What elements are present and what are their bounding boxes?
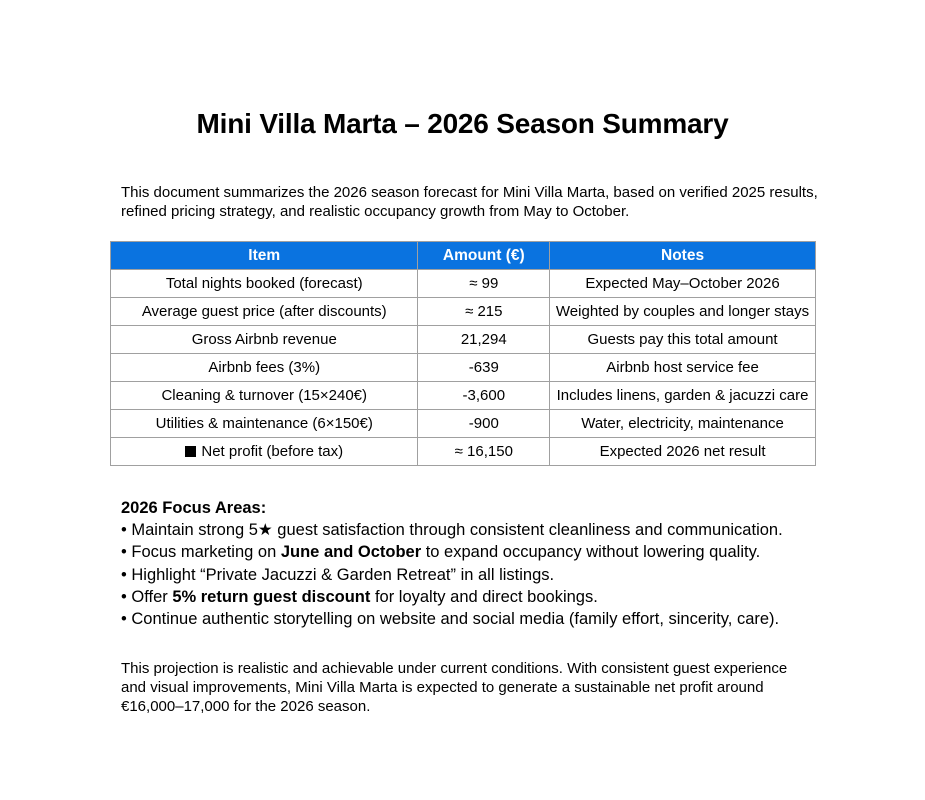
cell-amount: 21,294 (418, 326, 550, 354)
list-item: • Offer 5% return guest discount for loyalty and direct bookings. (121, 587, 598, 606)
cell-amount: -639 (418, 354, 550, 382)
page-title: Mini Villa Marta – 2026 Season Summary (196, 108, 729, 139)
header-amount: Amount (€) (418, 242, 550, 270)
table-row (111, 354, 816, 382)
net-profit-label: Net profit (before tax) (201, 443, 344, 460)
table-row (111, 270, 816, 298)
cell-item: Total nights booked (forecast) (111, 270, 418, 298)
season-summary-table (110, 241, 816, 466)
cell-notes: Expected May–October 2026 (550, 270, 816, 298)
table-row (111, 298, 816, 326)
focus-heading: 2026 Focus Areas: (121, 499, 267, 517)
cell-amount: ≈ 99 (418, 270, 550, 298)
cell-notes: Includes linens, garden & jacuzzi care (550, 382, 816, 410)
header-notes: Notes (550, 242, 816, 270)
table-row-net-profit (111, 438, 816, 466)
intro-paragraph: This document summarizes the 2026 season forecast for Mini Villa Marta, based on verified 2025 results, refined pricing strategy, and realistic occupancy growth from May to October. (121, 184, 818, 220)
cell-amount: -900 (418, 410, 550, 438)
black-square-icon (185, 446, 196, 457)
cell-item: Airbnb fees (3%) (111, 354, 418, 382)
table-header-row (111, 242, 816, 270)
cell-notes: Weighted by couples and longer stays (550, 298, 816, 326)
header-item: Item (111, 242, 418, 270)
list-item: • Highlight “Private Jacuzzi & Garden Retreat” in all listings. (121, 565, 555, 584)
cell-amount: -3,600 (418, 382, 550, 410)
cell-item (111, 438, 418, 466)
cell-notes: Guests pay this total amount (550, 326, 816, 354)
cell-item: Cleaning & turnover (15×240€) (111, 382, 418, 410)
cell-notes: Airbnb host service fee (550, 354, 816, 382)
list-item: • Focus marketing on June and October to expand occupancy without lowering quality. (121, 543, 761, 562)
focus-areas (121, 497, 881, 630)
list-item: • Maintain strong 5★ guest satisfaction through consistent cleanliness and communication. (121, 521, 783, 540)
list-item: • Continue authentic storytelling on website and social media (family effort, sincerity, care). (121, 610, 780, 629)
cell-item: Gross Airbnb revenue (111, 326, 418, 354)
cell-item: Utilities & maintenance (6×150€) (111, 410, 418, 438)
table-row (111, 382, 816, 410)
cell-item: Average guest price (after discounts) (111, 298, 418, 326)
closing-paragraph: This projection is realistic and achievable under current conditions. With consistent guest experience and visual improvements, Mini Villa Marta is expected to generate a sustainable net profit around €16,000–17,000 for the 2026 season. (121, 660, 788, 715)
table-row (111, 410, 816, 438)
cell-notes: Water, electricity, maintenance (550, 410, 816, 438)
cell-notes: Expected 2026 net result (550, 438, 816, 466)
cell-amount: ≈ 16,150 (418, 438, 550, 466)
cell-amount: ≈ 215 (418, 298, 550, 326)
table-row (111, 326, 816, 354)
